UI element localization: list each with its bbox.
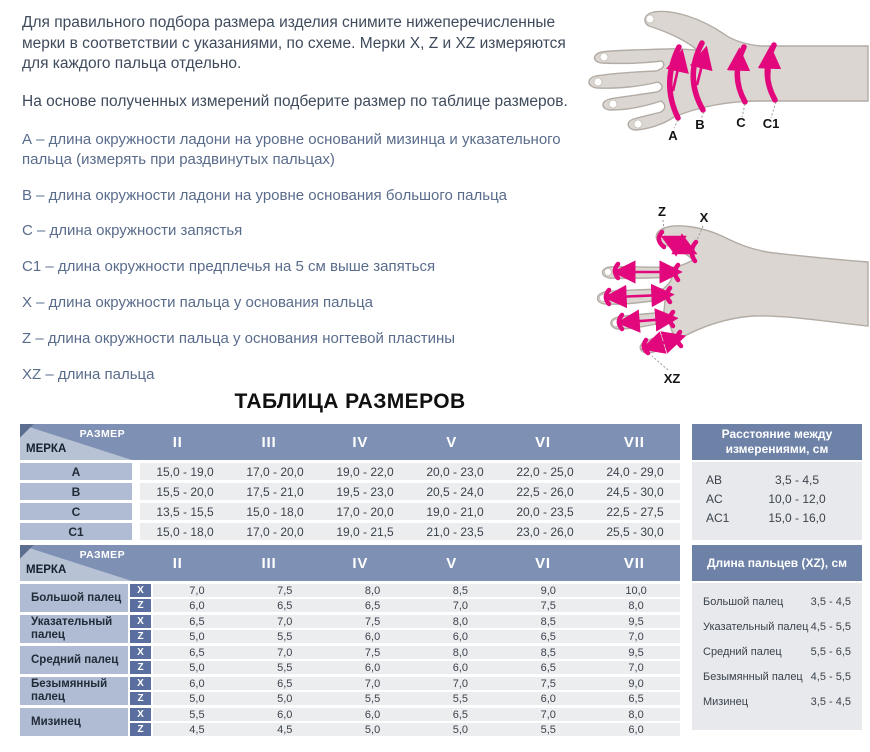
z-row <box>153 599 680 612</box>
panel-row-value: 3,5 - 4,5 <box>810 596 851 608</box>
table-cell: 20,0 - 23,5 <box>516 504 574 519</box>
table-cell: 6,0 <box>628 723 644 736</box>
xz-chips <box>130 584 151 612</box>
z-row <box>153 630 680 643</box>
table-cell: 8,0 <box>628 599 644 612</box>
x-row <box>153 584 680 597</box>
table-cell: 5,0 <box>277 692 293 705</box>
hand-circumference-illustration <box>578 0 870 162</box>
table-cell: 5,0 <box>364 723 381 736</box>
finger-group-label: Безымянный палец <box>20 677 128 705</box>
table-cell: 6,5 <box>452 708 469 721</box>
table-cell: 8,0 <box>452 646 469 659</box>
table-cell: 17,5 - 21,0 <box>246 484 304 499</box>
measurement-def-xz: XZ – длина пальца <box>22 365 155 383</box>
table-cell: 5,0 <box>452 723 469 736</box>
x-chip: X <box>130 677 151 690</box>
table-cell: 7,5 <box>277 584 293 597</box>
table1-col-header: VI <box>535 433 551 451</box>
panel-row-label: AC <box>706 492 723 506</box>
table-cell: 6,5 <box>540 630 556 643</box>
finger-group-data <box>153 584 680 612</box>
measurement-def-a: А – длина окружности ладони на уровне оснований мизинца и указательного пальца (измерять при раздвинутых пальцах) <box>22 131 561 168</box>
table-cell: 5,5 <box>189 708 205 721</box>
row-label: B <box>20 483 132 500</box>
intro-paragraph-1: Для правильного подбора размера изделия снимите нижеперечисленные мерки в соответствии с указаниями, по схеме. Мерки X, Z и XZ измеряются для каждого пальца отдельно. <box>22 14 566 73</box>
table-cell: 6,0 <box>452 630 469 643</box>
table-cell: 15,5 - 20,0 <box>156 484 214 499</box>
table-cell: 6,5 <box>189 615 205 628</box>
panel-row <box>703 696 851 708</box>
finger-group-data <box>153 646 680 674</box>
finger-group-data <box>153 708 680 736</box>
table-cell: 9,5 <box>628 615 644 628</box>
table-cell: 13,5 - 15,5 <box>156 504 214 519</box>
table-cell: 5,0 <box>189 692 205 705</box>
row-cells <box>140 503 680 520</box>
xz-chips <box>130 708 151 736</box>
finger-group-thumb <box>20 584 680 612</box>
row-cells <box>140 463 680 480</box>
hand-diagram-circumferences <box>578 0 870 162</box>
x-chip: X <box>130 646 151 659</box>
x-row <box>153 677 680 690</box>
table-cell: 6,0 <box>189 677 205 690</box>
table-cell: 7,0 <box>628 661 644 674</box>
leader-line-xz <box>652 356 668 370</box>
table-cell: 6,5 <box>628 692 644 705</box>
table2-corner-cell <box>20 545 132 581</box>
table-cell: 24,5 - 30,0 <box>606 484 664 499</box>
table-cell: 7,5 <box>540 599 556 612</box>
table-row <box>20 503 680 520</box>
table-cell: 6,0 <box>189 599 205 612</box>
finger-label-xz: XZ <box>663 371 681 386</box>
fingernail <box>594 78 602 86</box>
table-cell: 7,0 <box>364 677 381 690</box>
table-cell: 19,0 - 22,0 <box>336 464 394 479</box>
table-cell: 4,5 <box>277 723 293 736</box>
table-cell: 5,5 <box>277 630 293 643</box>
table-cell: 5,0 <box>189 630 205 643</box>
table1-col-header: VII <box>623 433 645 451</box>
table-cell: 5,5 <box>452 692 469 705</box>
table-cell: 7,0 <box>277 615 293 628</box>
z-row <box>153 723 680 736</box>
table-cell: 17,0 - 20,0 <box>246 524 304 539</box>
panel-row-value: 4,5 - 5,5 <box>810 621 851 633</box>
panel-row <box>706 471 848 490</box>
finger-group-label: Указательный палец <box>20 615 128 643</box>
panel-row-label: Большой палец <box>703 596 784 608</box>
panel-distances <box>692 424 862 540</box>
panel-row-label: AC1 <box>706 511 730 525</box>
panel-finger-lengths <box>692 545 862 730</box>
corner-label-size: РАЗМЕР <box>79 428 125 440</box>
fingernail <box>634 120 642 128</box>
table-cell: 8,0 <box>364 584 381 597</box>
panel-row <box>703 596 851 608</box>
table-cell: 6,5 <box>277 677 293 690</box>
panel-row <box>706 490 848 509</box>
measurement-def-b: B – длина окружности ладони на уровне основания большого пальца <box>22 186 508 204</box>
table1-col-header: III <box>261 433 277 451</box>
panel-row-value: 15,0 - 16,0 <box>768 511 826 525</box>
x-row <box>153 708 680 721</box>
table-cell: 6,5 <box>277 599 293 612</box>
table-row <box>20 523 680 540</box>
table1-col-header: V <box>446 433 458 451</box>
table-cell: 6,0 <box>364 630 381 643</box>
fingernail <box>605 269 612 276</box>
panel-row-value: 3,5 - 4,5 <box>774 473 820 487</box>
measurement-def-z: Z – длина окружности пальца у основания ногтевой пластины <box>22 329 456 347</box>
panel-row-value: 3,5 - 4,5 <box>810 696 851 708</box>
panel-row-label: Мизинец <box>703 696 748 708</box>
table2-col-header: IV <box>352 554 369 572</box>
panel-distances-header: Расстояние между измерениями, см <box>692 424 862 460</box>
finger-group-label: Средний палец <box>20 646 128 674</box>
table-cell: 17,0 - 20,0 <box>246 464 304 479</box>
table-cell: 7,5 <box>364 615 381 628</box>
panel-row-label: AB <box>706 473 723 487</box>
table1-corner-cell <box>20 424 132 460</box>
table-cell: 8,5 <box>540 646 556 659</box>
table2-col-header: II <box>172 554 183 572</box>
band-label-b: B <box>695 117 705 132</box>
fingernail <box>646 15 654 23</box>
table-cell: 8,5 <box>540 615 556 628</box>
table-cell: 19,0 - 21,5 <box>336 524 394 539</box>
band-label-c: C <box>736 115 746 130</box>
panel-row-value: 4,5 - 5,5 <box>810 671 851 683</box>
panel-finger-lengths-body <box>692 583 862 730</box>
panel-row-label: Средний палец <box>703 646 782 658</box>
table-cell: 22,5 - 27,5 <box>606 504 664 519</box>
z-chip: Z <box>130 661 151 674</box>
table-cell: 6,0 <box>452 661 469 674</box>
panel-row <box>703 646 851 658</box>
table-cell: 6,0 <box>277 708 293 721</box>
z-chip: Z <box>130 723 151 736</box>
measurement-def-c1: C1 – длина окружности предплечья на 5 см выше запяться <box>22 258 436 276</box>
table-cell: 15,0 - 18,0 <box>156 524 214 539</box>
table-cell: 7,0 <box>452 677 469 690</box>
table-cell: 6,5 <box>189 646 205 659</box>
table-cell: 6,5 <box>364 599 381 612</box>
leader-line-a <box>674 120 678 128</box>
table-cell: 7,0 <box>189 584 205 597</box>
finger-group-label: Мизинец <box>20 708 128 736</box>
table1-col-header: II <box>172 433 183 451</box>
table-cell: 25,5 - 30,0 <box>606 524 664 539</box>
corner-label-measure: МЕРКА <box>26 443 67 455</box>
table-cell: 15,0 - 19,0 <box>156 464 214 479</box>
measurement-def-c: C – длина окружности запястья <box>22 222 243 240</box>
xz-chips <box>130 646 151 674</box>
table-cell: 7,5 <box>540 677 556 690</box>
table-cell: 8,5 <box>452 584 469 597</box>
table-cell: 7,0 <box>452 599 469 612</box>
finger-group-data <box>153 615 680 643</box>
x-band-pinky <box>677 332 681 346</box>
table-cell: 6,5 <box>540 661 556 674</box>
hand-diagram-fingers <box>578 172 870 386</box>
finger-group-pinky <box>20 708 680 736</box>
finger-group-index <box>20 615 680 643</box>
band-label-a: A <box>668 128 678 143</box>
x-row <box>153 646 680 659</box>
arrow-c1 <box>769 57 770 81</box>
x-chip: X <box>130 584 151 597</box>
table-cell: 19,5 - 23,0 <box>336 484 394 499</box>
hand-silhouette <box>598 226 869 353</box>
x-chip: X <box>130 708 151 721</box>
table-cell: 5,5 <box>364 692 381 705</box>
table-cell: 7,0 <box>277 646 293 659</box>
panel-row <box>706 509 848 528</box>
table-cell: 9,0 <box>540 584 556 597</box>
table2-col-header: III <box>261 554 277 572</box>
table-cell: 6,0 <box>364 708 381 721</box>
table-row <box>20 483 680 500</box>
table-cell: 20,5 - 24,0 <box>426 484 484 499</box>
row-label: C1 <box>20 523 132 540</box>
band-label-c1: C1 <box>762 116 780 131</box>
corner-label-size: РАЗМЕР <box>79 549 125 561</box>
panel-row <box>703 621 851 633</box>
table2-header-row <box>20 545 680 581</box>
table-cell: 8,0 <box>628 708 644 721</box>
panel-row-label: Безымянный палец <box>703 671 803 683</box>
xz-chips <box>130 615 151 643</box>
z-row <box>153 661 680 674</box>
size-table-title: ТАБЛИЦА РАЗМЕРОВ <box>234 390 466 413</box>
row-cells <box>140 483 680 500</box>
table-cell: 20,0 - 23,0 <box>426 464 484 479</box>
finger-group-label: Большой палец <box>20 584 128 612</box>
measurement-definitions <box>22 130 574 400</box>
table1-header-row <box>20 424 680 460</box>
table-cell: 5,5 <box>540 723 556 736</box>
hand-silhouette <box>589 11 868 130</box>
size-table-fingers <box>20 545 680 736</box>
table-cell: 24,0 - 29,0 <box>606 464 664 479</box>
table-cell: 5,5 <box>277 661 293 674</box>
panel-row <box>703 671 851 683</box>
table2-col-header: V <box>446 554 458 572</box>
table-cell: 23,0 - 26,0 <box>516 524 574 539</box>
size-table-circumferences <box>20 424 680 540</box>
table-cell: 7,0 <box>540 708 556 721</box>
table-cell: 10,0 <box>625 584 647 597</box>
z-chip: Z <box>130 692 151 705</box>
z-row <box>153 692 680 705</box>
finger-label-z: Z <box>658 204 666 219</box>
z-chip: Z <box>130 599 151 612</box>
z-chip: Z <box>130 630 151 643</box>
finger-group-middle <box>20 646 680 674</box>
row-label: C <box>20 503 132 520</box>
table-cell: 7,5 <box>364 646 381 659</box>
hand-finger-illustration <box>578 172 870 386</box>
intro-block <box>22 13 574 129</box>
table1-col-header: IV <box>352 433 369 451</box>
table-cell: 21,0 - 23,5 <box>426 524 484 539</box>
table-cell: 6,0 <box>364 661 381 674</box>
finger-group-ring <box>20 677 680 705</box>
panel-distances-body <box>692 462 862 540</box>
panel-row-value: 5,5 - 6,5 <box>810 646 851 658</box>
fingernail <box>609 100 617 108</box>
panel-row-value: 10,0 - 12,0 <box>768 492 826 506</box>
table-cell: 15,0 - 18,0 <box>246 504 304 519</box>
table-cell: 9,5 <box>628 646 644 659</box>
table-cell: 7,0 <box>628 630 644 643</box>
table-cell: 4,5 <box>189 723 205 736</box>
table-cell: 22,0 - 25,0 <box>516 464 574 479</box>
corner-label-measure: МЕРКА <box>26 564 67 576</box>
table-cell: 9,0 <box>628 677 644 690</box>
table-cell: 5,0 <box>189 661 205 674</box>
panel-row-label: Указательный палец <box>703 621 809 633</box>
row-label: A <box>20 463 132 480</box>
table-cell: 22,5 - 26,0 <box>516 484 574 499</box>
table-cell: 6,0 <box>540 692 556 705</box>
finger-label-x: X <box>699 210 709 225</box>
table2-col-header: VI <box>535 554 551 572</box>
table-row <box>20 463 680 480</box>
finger-group-data <box>153 677 680 705</box>
intro-paragraph-2: На основе полученных измерений подберите размер по таблице размеров. <box>22 92 568 110</box>
table2-col-header: VII <box>623 554 645 572</box>
fingernail <box>600 53 608 61</box>
arrow-c <box>738 59 739 83</box>
x-row <box>153 615 680 628</box>
measurement-def-x: X – длина окружности пальца у основания пальца <box>22 293 374 311</box>
table-cell: 8,0 <box>452 615 469 628</box>
xz-chips <box>130 677 151 705</box>
x-chip: X <box>130 615 151 628</box>
table-cell: 19,0 - 21,0 <box>426 504 484 519</box>
table-cell: 17,0 - 20,0 <box>336 504 394 519</box>
row-cells <box>140 523 680 540</box>
panel-finger-lengths-header: Длина пальцев (XZ), см <box>692 545 862 581</box>
